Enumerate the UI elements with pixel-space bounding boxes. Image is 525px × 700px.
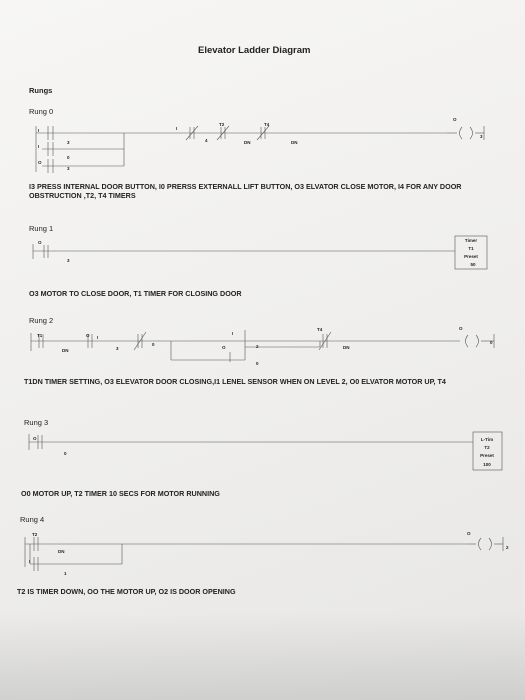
rung-0-contact-6-file: T4 [264,122,270,127]
rung-3-timer-preset: 100 [483,462,491,467]
rung-4-contact-1-file: T2 [32,532,38,537]
rung-2-diagram [31,326,494,366]
rung-3-timer-name: T2 [484,445,490,450]
rung-2-contact-6-bit: DN [343,345,350,350]
rung-0-diagram [36,117,484,173]
rung-3-description: O0 MOTOR UP, T2 TIMER 10 SECS FOR MOTOR RUNNING [21,489,220,498]
rung-4-contact-2-file: I [29,559,31,564]
rung-2-contact-2-file: O [86,333,90,338]
rung-4-label: Rung 4 [20,515,45,524]
rung-2-contact-1-bit: DN [62,348,69,353]
rung-0-contact-6-bit: DN [291,140,298,145]
rung-2-output-bit: 0 [490,340,493,345]
section-header: Rungs [29,86,53,95]
rung-3-diagram [29,432,502,470]
rung-2-contact-5-file: O [222,345,226,350]
rung-3-label: Rung 3 [24,418,49,427]
rung-1-contact-file: O [38,240,42,245]
rung-0-description: I3 PRESS INTERNAL DOOR BUTTON, I0 PRERSS EXTERNALL LIFT BUTTON, O3 ELVATOR CLOSE MOTOR, I4 FOR ANY DOOR OBSTRUCTION ,T2, T4 TIMERS [29,182,462,200]
rung-0-output-file: O [453,117,457,122]
rung-3-contact-file: O [33,436,37,441]
rung-4-description: T2 IS TIMER DOWN, OO THE MOTOR UP, O2 IS DOOR OPENING [17,587,236,596]
rung-1-timer-preset-label: Preset [464,254,478,259]
rung-4-output-bit: 2 [506,545,509,550]
rung-2-label: Rung 2 [29,316,54,325]
rung-1-description: O3 MOTOR TO CLOSE DOOR, T1 TIMER FOR CLOSING DOOR [29,289,242,298]
rung-1-diagram [33,236,487,269]
rung-0-contact-2-file: I [38,144,40,149]
rung-0-contact-5-file: T2 [219,122,225,127]
rung-4-diagram [25,531,509,576]
rung-1-timer-name: T1 [468,246,474,251]
rung-1-timer-type: Timer [464,238,478,243]
rung-0-contact-5-bit: DN [244,140,251,145]
rung-2-contact-3-bit: 0 [152,342,155,347]
rung-2-contact-6-file: T4 [317,327,323,332]
rung-0-contact-3-file: O [38,160,42,165]
rung-4-output-file: O [467,531,471,536]
rung-4-contact-2-bit: 1 [64,571,67,576]
rung-2-contact-1-file: T1 [37,333,43,338]
rung-2-contact-4-bit: 2 [256,344,259,349]
rung-2-contact-2-bit: 3 [116,346,119,351]
rung-0-output-bit: 3 [480,134,483,139]
rung-0-label: Rung 0 [29,107,54,116]
rung-2-contact-4-file: I [232,331,234,336]
rung-0-contact-1-file: I [38,128,40,133]
rung-0-contact-1-bit: 3 [67,140,70,145]
rung-0-contact-2-bit: 0 [67,155,70,160]
rung-3-contact-bit: 0 [64,451,67,456]
rung-2-contact-3-file: I [97,335,99,340]
rung-2-output-file: O [459,326,463,331]
rung-3-timer-type: L-Tim [480,437,494,442]
rung-0-contact-3-bit: 3 [67,166,70,171]
rung-2-contact-5-bit: 0 [256,361,259,366]
rung-0-contact-4-bit: 4 [205,138,208,143]
rung-1-label: Rung 1 [29,224,54,233]
rung-1-contact-bit: 3 [67,258,70,263]
rung-3-timer-preset-label: Preset [480,453,494,458]
rung-1-timer-preset: 50 [470,262,476,267]
rung-0-contact-4-file: I [176,126,178,131]
page-title: Elevator Ladder Diagram [198,45,311,56]
rung-2-description: T1DN TIMER SETTING, O3 ELEVATOR DOOR CLOSING,I1 LENEL SENSOR WHEN ON LEVEL 2, O0 ELVATOR MOTOR UP, T4 [24,377,446,386]
rung-4-contact-1-bit: DN [58,549,65,554]
